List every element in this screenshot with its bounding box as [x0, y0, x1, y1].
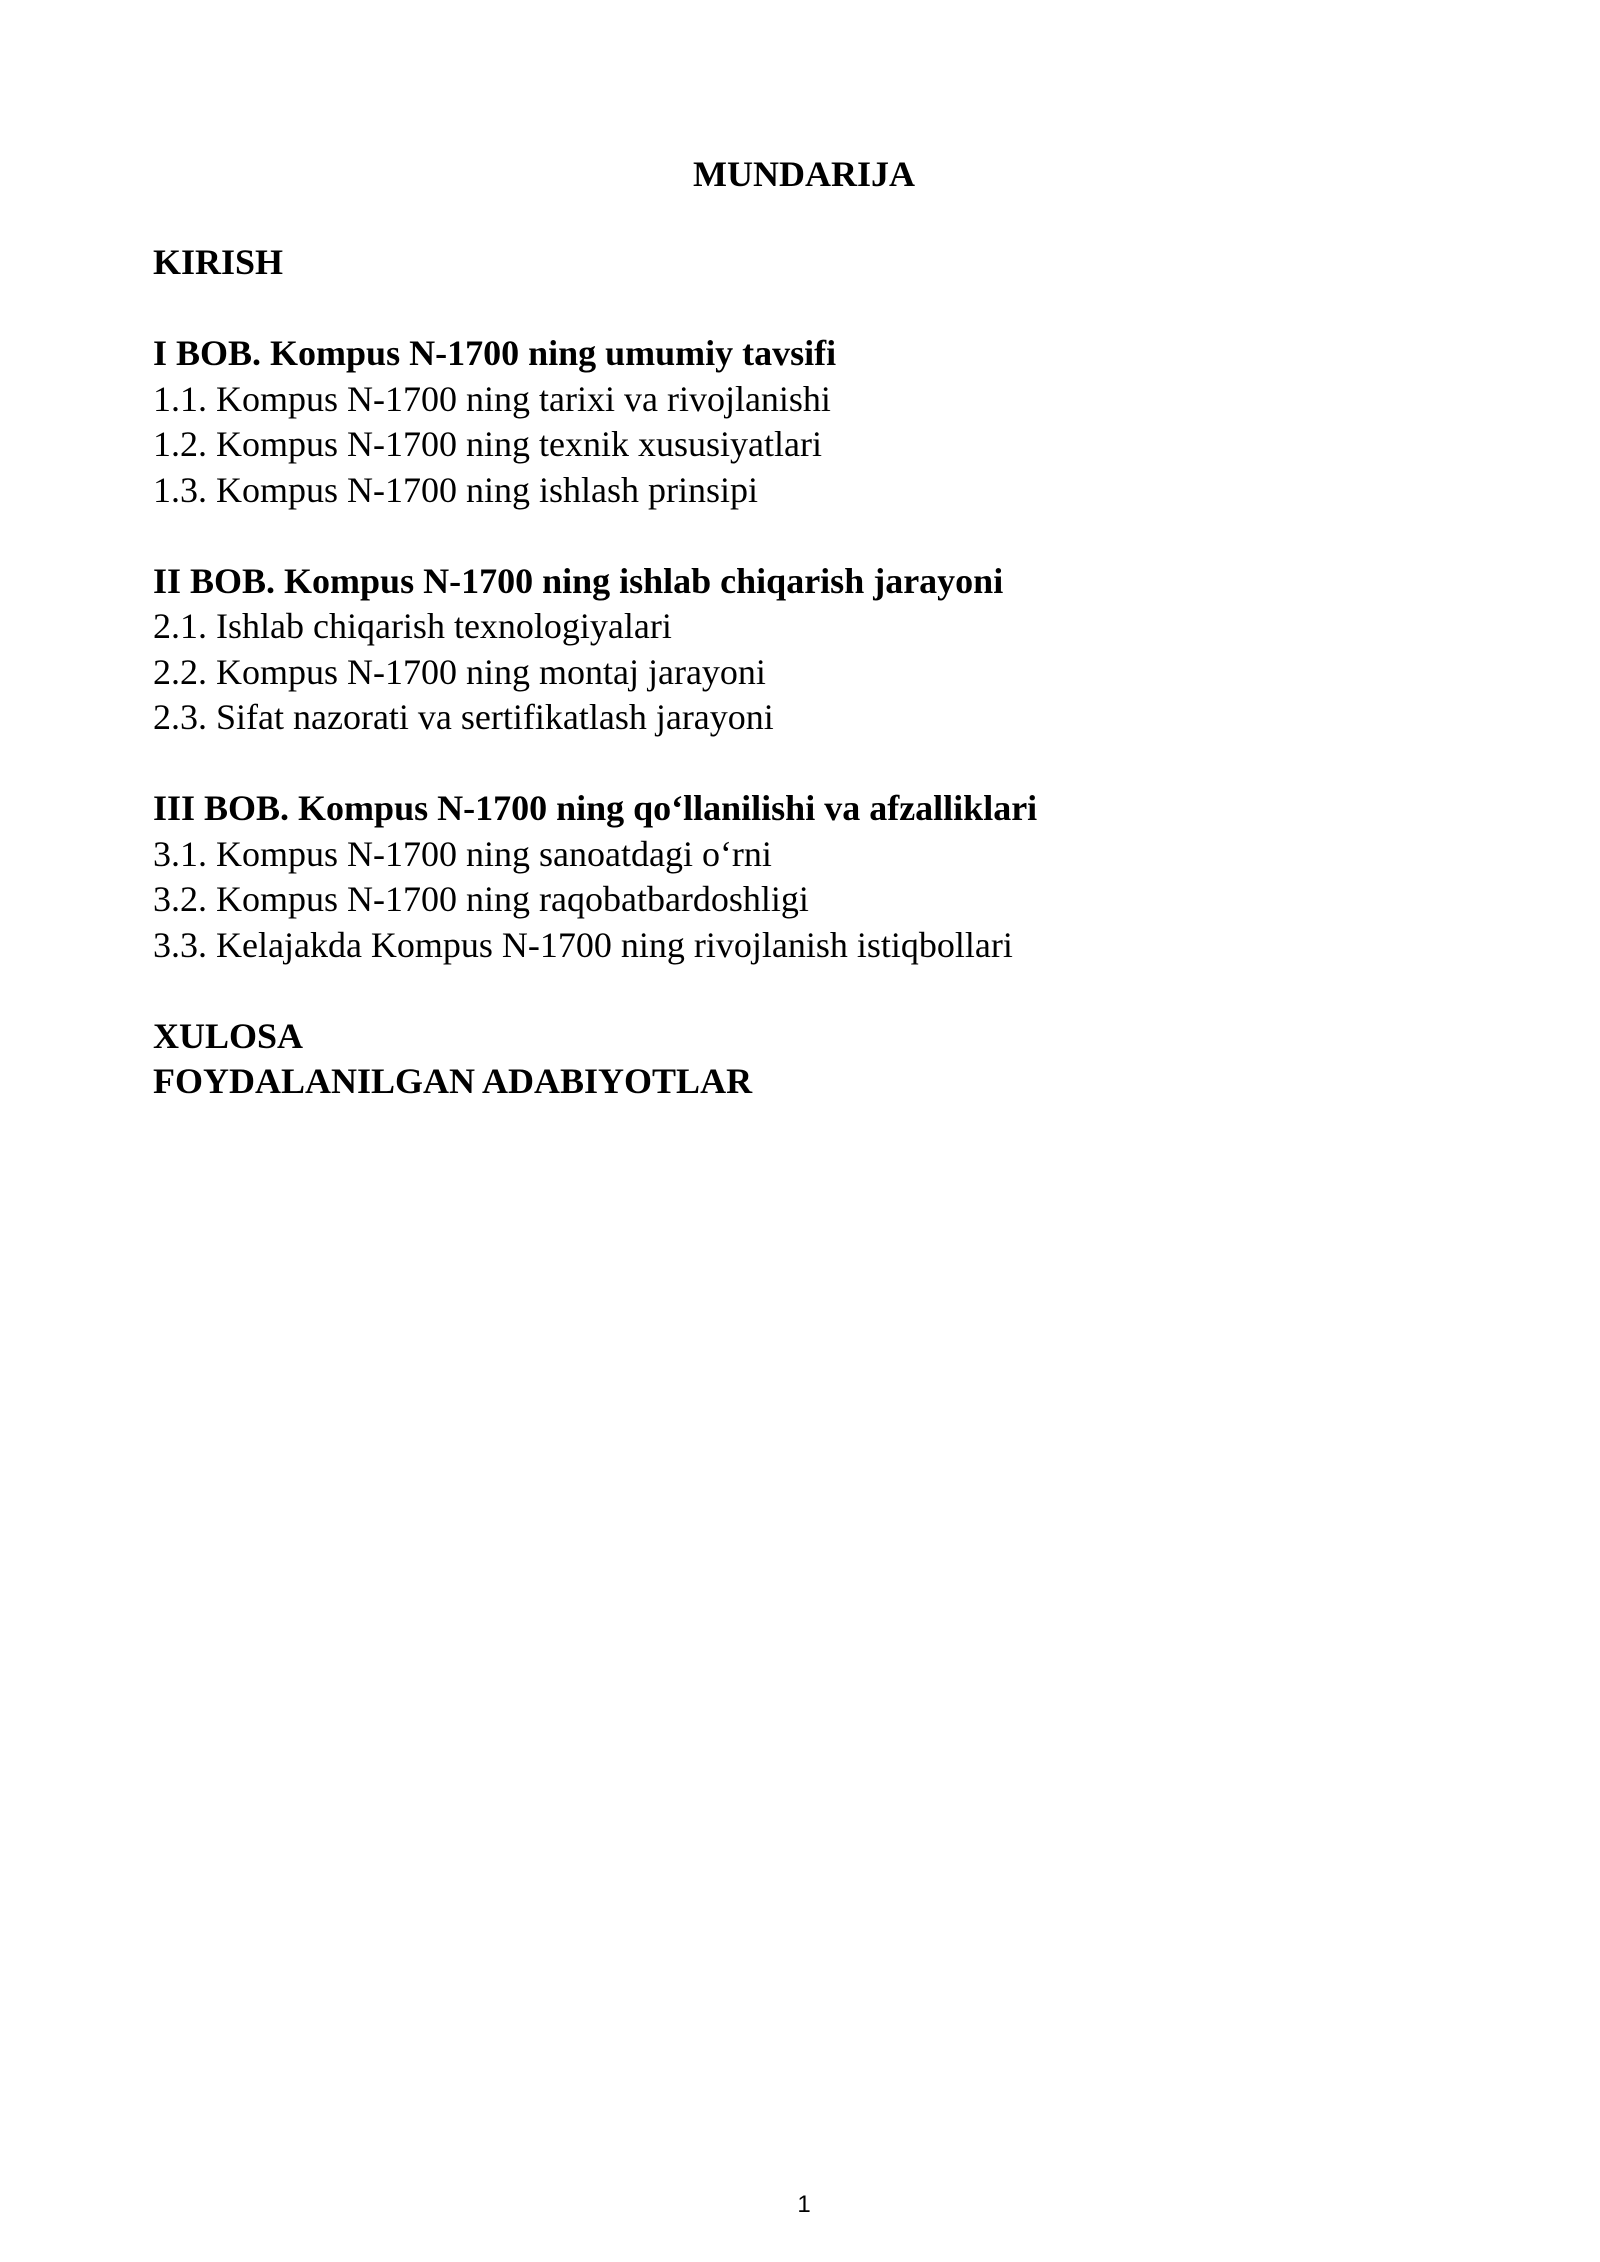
- chapter-1-heading: I BOB. Kompus N-1700 ning umumiy tavsifi: [153, 333, 837, 373]
- toc-title: MUNDARIJA: [693, 154, 915, 194]
- spacer: [153, 286, 1453, 332]
- toc-entry-1-1: 1.1. Kompus N-1700 ning tarixi va rivojlanishi: [153, 378, 831, 419]
- toc-entry-3-3: 3.3. Kelajakda Kompus N-1700 ning rivojlanish istiqbollari: [153, 924, 1013, 965]
- chapter-2-heading: II BOB. Kompus N-1700 ning ishlab chiqarish jarayoni: [153, 560, 1004, 601]
- toc-entry-1-3: 1.3. Kompus N-1700 ning ishlash prinsipi: [153, 469, 759, 510]
- toc-entry-3-1: 3.1. Kompus N-1700 ning sanoatdagi o‘rni: [153, 833, 772, 874]
- table-of-contents: [153, 240, 1453, 1105]
- spacer: [153, 513, 1453, 559]
- spacer: [153, 968, 1453, 1014]
- toc-entry-3-2: 3.2. Kompus N-1700 ning raqobatbardoshligi: [153, 879, 809, 919]
- spacer: [153, 741, 1453, 787]
- toc-entry-2-1: 2.1. Ishlab chiqarish texnologiyalari: [153, 606, 672, 646]
- toc-entry-2-3: 2.3. Sifat nazorati va sertifikatlash jarayoni: [153, 697, 774, 737]
- toc-entry-intro: KIRISH: [153, 242, 284, 282]
- chapter-3-heading: III BOB. Kompus N-1700 ning qo‘llanilishi va afzalliklari: [153, 788, 1038, 828]
- toc-entry-references: FOYDALANILGAN ADABIYOTLAR: [153, 1061, 753, 1101]
- toc-entry-conclusion: XULOSA: [153, 1015, 304, 1056]
- toc-entry-1-2: 1.2. Kompus N-1700 ning texnik xususiyatlari: [153, 424, 822, 464]
- page-number: 1: [797, 2191, 811, 2218]
- toc-entry-2-2: 2.2. Kompus N-1700 ning montaj jarayoni: [153, 651, 766, 692]
